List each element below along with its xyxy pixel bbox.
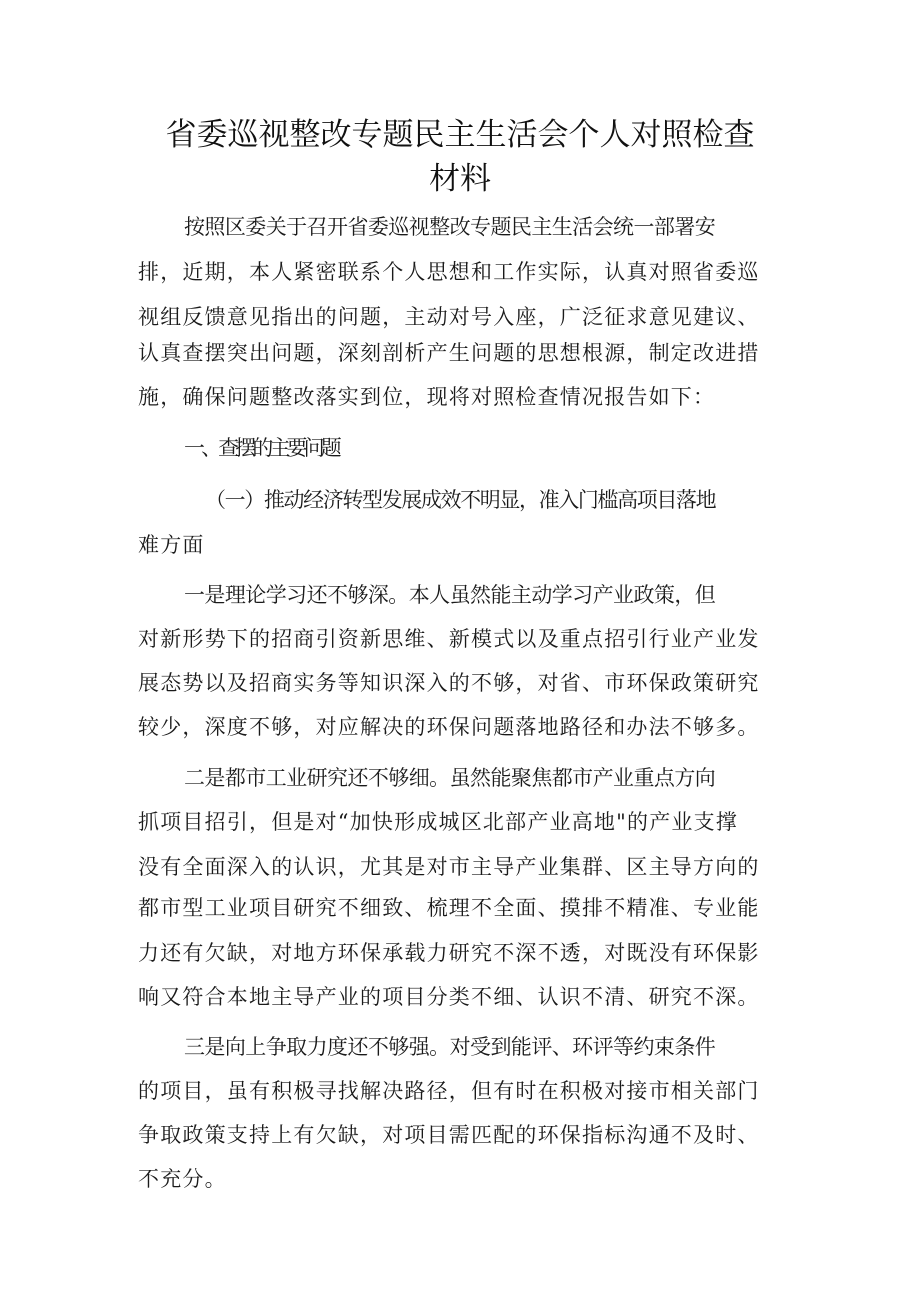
body-line: 抓项目招引，但是对“加快形成城区北部产业高地"的产业支撑 — [138, 810, 738, 834]
body-line: 一是理论学习还不够深。本人虽然能主动学习产业政策，但 — [184, 583, 716, 607]
body-line: 响又符合本地主导产业的项目分类不细、认识不清、研究不深。 — [138, 985, 760, 1009]
body-line: 争取政策支持上有欠缺，对项目需匹配的环保指标沟通不及时、 — [138, 1123, 760, 1147]
body-line: 的项目，虽有积极寻找解决路径，但有时在积极对接市相关部门 — [138, 1079, 760, 1103]
body-line: 力还有欠缺，对地方环保承载力研究不深不透，对既没有环保影 — [138, 941, 760, 965]
body-line: 认真查摆突出问题，深刻剖析产生问题的思想根源，制定改进措 — [138, 341, 760, 365]
subsection-heading: 难方面 — [138, 533, 205, 557]
body-line: 三是向上争取力度还不够强。对受到能评、环评等约束条件 — [184, 1035, 716, 1059]
body-line: 对新形势下的招商引资新思维、新模式以及重点招引行业产业发 — [138, 627, 760, 651]
body-line: 施，确保问题整改落实到位，现将对照检查情况报告如下： — [138, 385, 716, 409]
body-line: 排，近期，本人紧密联系个人思想和工作实际，认真对照省委巡 — [138, 260, 760, 284]
document-title-line-2: 材料 — [429, 161, 491, 197]
body-line: 不充分。 — [138, 1167, 227, 1191]
subsection-heading: （一）推动经济转型发展成效不明显，准入门槛高项目落地 — [205, 488, 716, 512]
body-line: 较少，深度不够，对应解决的环保问题落地路径和办法不够多。 — [138, 715, 760, 739]
body-line: 都市型工业项目研究不细致、梳理不全面、摸排不精准、专业能 — [138, 896, 760, 920]
body-line: 按照区委关于召开省委巡视整改专题民主生活会统一部署安 — [184, 215, 716, 239]
body-line: 展态势以及招商实务等知识深入的不够，对省、市环保政策研究 — [138, 671, 760, 695]
body-line: 没有全面深入的认识，尤其是对市主导产业集群、区主导方向的 — [138, 855, 760, 879]
document-title-line-1: 省委巡视整改专题民主生活会个人对照检查 — [165, 117, 755, 153]
section-heading: 一、查摆的主要问题 — [184, 436, 338, 460]
body-line: 二是都市工业研究还不够细。虽然能聚焦都市产业重点方向 — [184, 766, 716, 790]
body-line: 视组反馈意见指出的问题，主动对号入座，广泛征求意见建议、 — [138, 305, 760, 329]
